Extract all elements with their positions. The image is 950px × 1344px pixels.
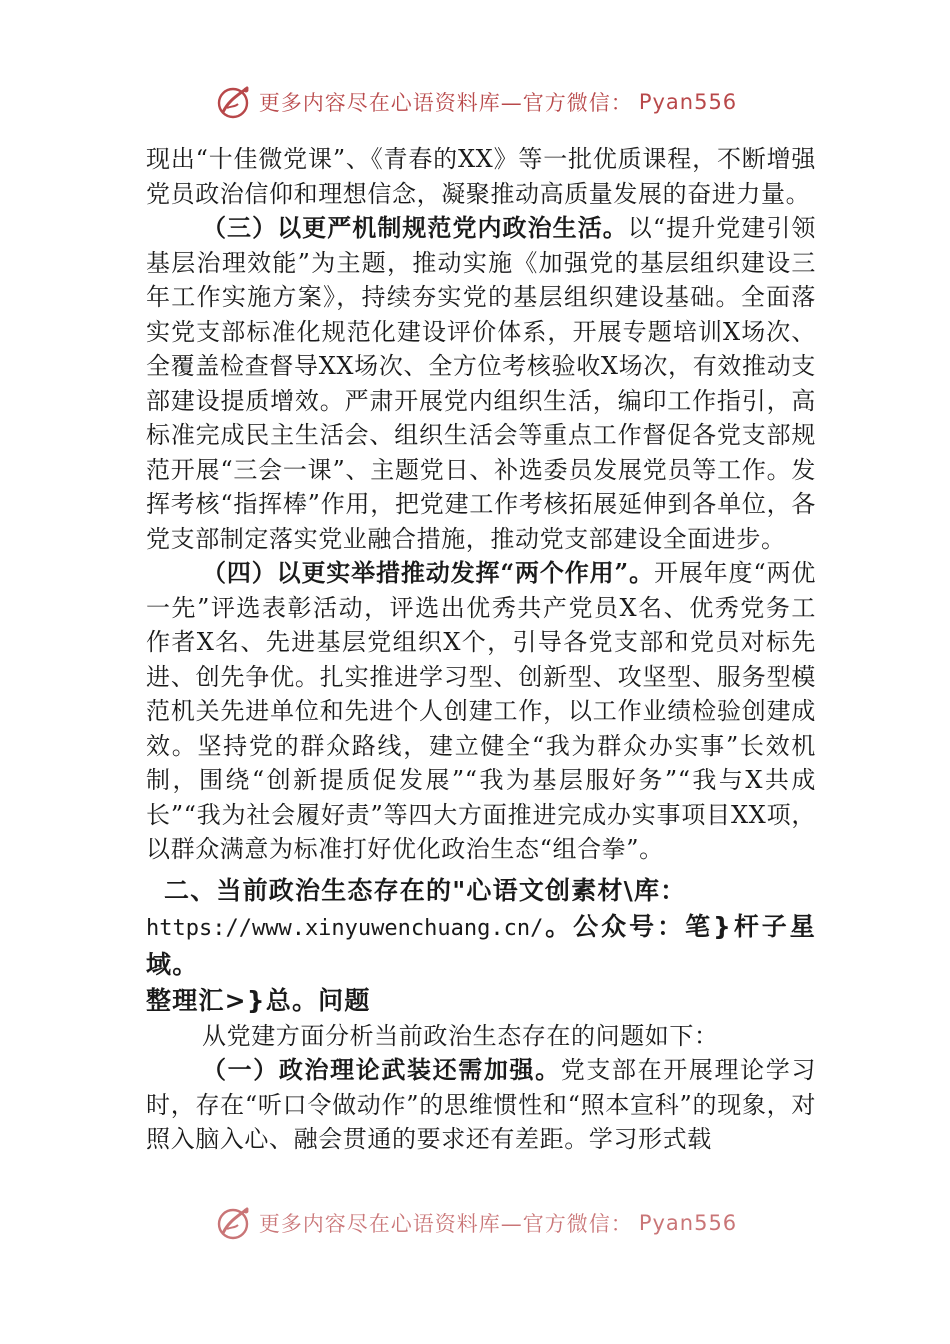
- heading-part: 。公众号：笔}杆子星域。: [146, 911, 816, 979]
- watermark-id: Pyan556: [638, 1211, 738, 1235]
- brand-logo-icon: [213, 82, 253, 122]
- brand-logo-icon: [213, 1203, 253, 1243]
- paragraph-text: 开展年度“两优一先”评选表彰活动，评选出优秀共产党员X名、优秀党务工作者X名、先进基层党组织X个，引导各党支部和党员对标先进、创先争优。扎实推进学习型、创新型、攻坚型、服务型模范机关先进单位和先进个人创建工作，以工作业绩检验创建成效。坚持党的群众路线，建立健全“我为群众办实事”长效机制，围绕“创新提质促发展”“我为基层服好务”“我与X共成长”“我为社会履好责”等四大方面推进完成办实事项目XX项，以群众满意为标准打好优化政治生态“组合拳”。: [146, 559, 816, 863]
- watermark-banner-top: [0, 80, 950, 124]
- heading-part: 整理汇>}总。问题: [146, 985, 371, 1015]
- paragraph-text: 党支部在开展理论学习时，存在“听口令做动作”的思维惯性和“照本宣科”的现象，对照入脑入心、融会贯通的要求还有差距。学习形式载: [146, 1056, 816, 1153]
- paragraph-text: 以“提升党建引领基层治理效能”为主题，推动实施《加强党的基层组织建设三年工作实施方案》，持续夯实党的基层组织建设基础。全面落实党支部标准化规范化建设评价体系，开展专题培训X场次、全覆盖检查督导XX场次、全方位考核验收X场次，有效推动支部建设提质增效。严肃开展党内组织生活，编印工作指引，高标准完成民主生活会、组织生活会等重点工作督促各党支部规范开展“三会一课”、主题党日、补选委员发展党员等工作。发挥考核“指挥棒”作用，把党建工作考核拓展延伸到各单位，各党支部制定落实党业融合措施，推动党支部建设全面进步。: [146, 214, 816, 553]
- section-heading: [146, 873, 816, 1019]
- watermark-id: Pyan556: [638, 90, 738, 114]
- watermark-banner-bottom: [0, 1201, 950, 1245]
- paragraph: [146, 1053, 816, 1157]
- watermark-text: 更多内容尽在心语资料库—官方微信：: [258, 91, 633, 115]
- paragraph: [146, 556, 816, 867]
- heading-url: https://www.xinyuwenchuang.cn/: [146, 915, 544, 941]
- watermark-text: 更多内容尽在心语资料库—官方微信：: [258, 1212, 633, 1236]
- paragraph: 现出“十佳微党课”、《青春的XX》等一批优质课程，不断增强党员政治信仰和理想信念，凝聚推动高质量发展的奋进力量。: [146, 145, 816, 208]
- heading-part: 二、当前政治生态存在的"心语文创素材\库：: [164, 875, 687, 905]
- paragraph: [146, 211, 816, 556]
- document-body: [146, 142, 816, 1157]
- section-title: （四）以更实举措推动发挥“两个作用”。: [202, 558, 654, 587]
- section-title: （三）以更严机制规范党内政治生活。: [202, 213, 628, 242]
- paragraph: 从党建方面分析当前政治生态存在的问题如下：: [202, 1021, 719, 1050]
- section-title: （一）政治理论武装还需加强。: [202, 1055, 561, 1084]
